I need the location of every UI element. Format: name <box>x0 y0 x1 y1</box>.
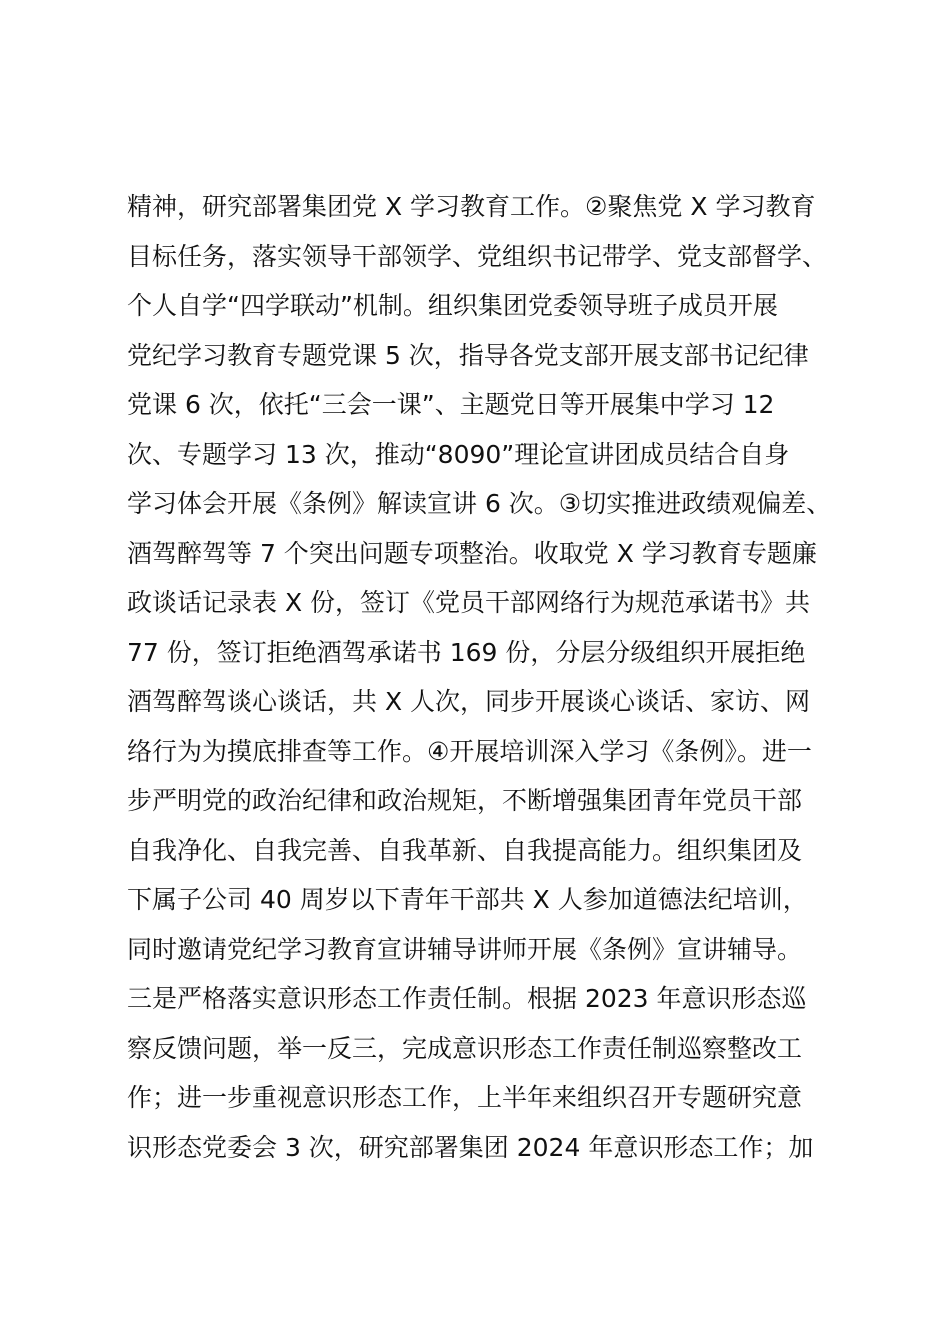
text-line: 党课 6 次，依托“三会一课”、主题党日等开展集中学习 12 <box>127 390 775 419</box>
text-line: 同时邀请党纪学习教育宣讲辅导讲师开展《条例》宣讲辅导。 <box>127 934 803 964</box>
text-line: 政谈话记录表 X 份，签订《党员干部网络行为规范承诺书》共 <box>127 588 811 617</box>
text-line: 识形态党委会 3 次，研究部署集团 2024 年意识形态工作；加 <box>127 1132 814 1162</box>
text-line: 精神，研究部署集团党 X 学习教育工作。②聚焦党 X 学习教育 <box>127 192 816 221</box>
body-text <box>127 182 847 1172</box>
text-line: 目标任务，落实领导干部领学、党组织书记带学、党支部督学、 <box>127 241 828 271</box>
text-line: 步严明党的政治纪律和政治规矩，不断增强集团青年党员干部 <box>127 786 803 815</box>
text-line: 酒驾醉驾等 7 个突出问题专项整治。收取党 X 学习教育专题廉 <box>127 538 817 568</box>
text-line: 下属子公司 40 周岁以下青年干部共 X 人参加道德法纪培训， <box>127 885 808 914</box>
text-line: 学习体会开展《条例》解读宣讲 6 次。③切实推进政绩观偏差、 <box>127 489 832 518</box>
text-line: 三是严格落实意识形态工作责任制。根据 2023 年意识形态巡 <box>127 984 807 1013</box>
text-line: 自我净化、自我完善、自我革新、自我提高能力。组织集团及 <box>127 835 803 865</box>
text-line: 络行为为摸底排查等工作。④开展培训深入学习《条例》。进一 <box>127 736 812 766</box>
text-line: 党纪学习教育专题党课 5 次，指导各党支部开展支部书记纪律 <box>127 340 809 370</box>
text-line: 次、专题学习 13 次，推动“8090”理论宣讲团成员结合自身 <box>127 439 790 469</box>
text-line: 作；进一步重视意识形态工作，上半年来组织召开专题研究意 <box>127 1083 803 1112</box>
text-line: 个人自学“四学联动”机制。组织集团党委领导班子成员开展 <box>127 291 778 320</box>
text-line: 酒驾醉驾谈心谈话，共 X 人次，同步开展谈心谈话、家访、网 <box>127 687 811 716</box>
text-line: 77 份，签订拒绝酒驾承诺书 169 份，分层分级组织开展拒绝 <box>127 637 806 667</box>
text-line: 察反馈问题，举一反三，完成意识形态工作责任制巡察整改工 <box>127 1033 803 1063</box>
